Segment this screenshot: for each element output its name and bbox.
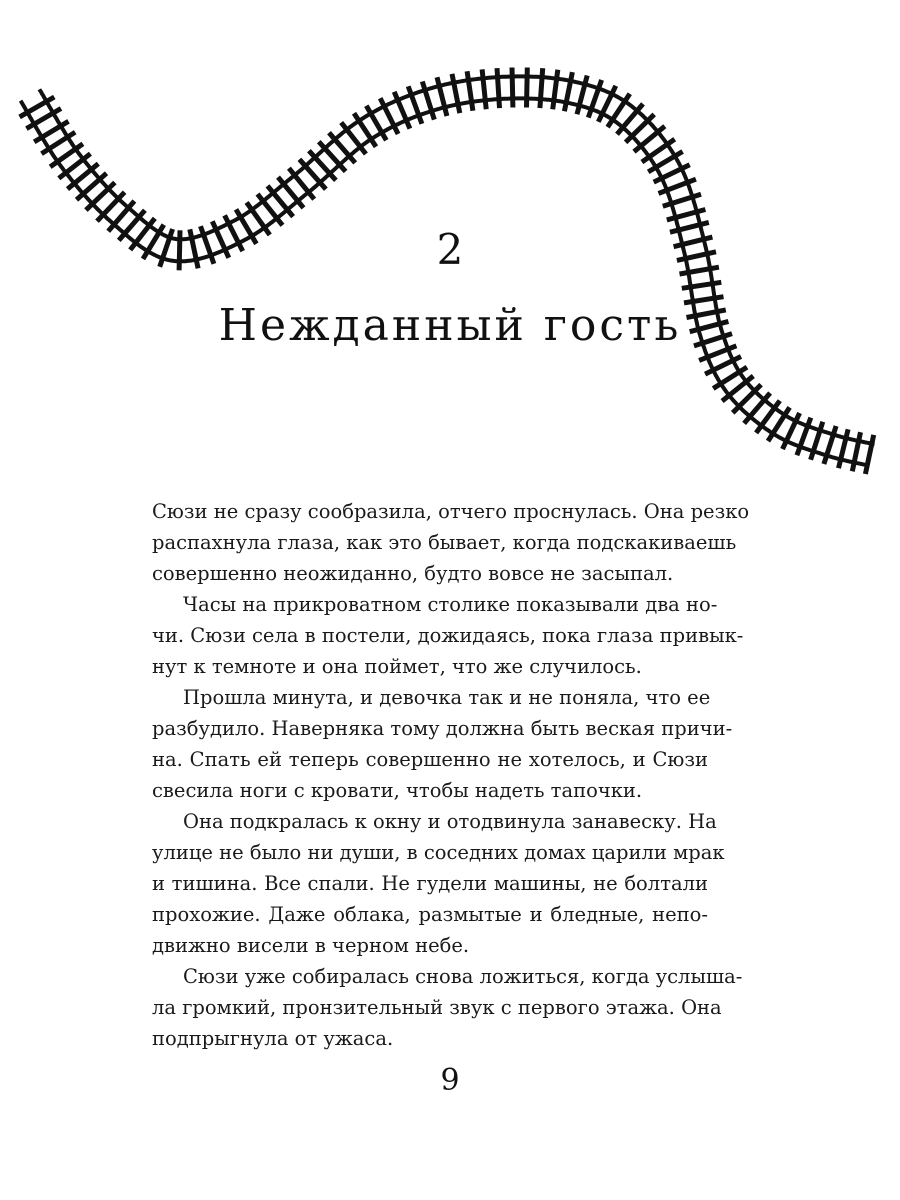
text-line: Прошла минута, и девочка так и не поняла, что ее: [183, 686, 711, 709]
paragraph-4: [152, 806, 725, 961]
text-line: Сюзи не сразу сообразила, отчего проснулась. Она резко: [152, 500, 750, 523]
text-line: прохожие. Даже облака, размытые и бледные, непо-: [152, 903, 708, 926]
railway-tie: [497, 68, 500, 108]
paragraph-5: [152, 961, 743, 1054]
chapter-number: 2: [436, 225, 464, 274]
railway-tie: [482, 69, 486, 109]
text-line: распахнула глаза, как это бывает, когда подскакиваешь: [152, 531, 737, 554]
railway-rail-outer: [21, 98, 870, 465]
text-line: нут к темноте и она поймет, что же случилось.: [152, 655, 642, 678]
railway-tie: [682, 282, 722, 288]
paragraph-1: [152, 496, 750, 589]
chapter-body-text: [152, 496, 750, 1054]
railway-tie: [467, 71, 473, 111]
paragraph-2: [152, 589, 744, 682]
text-line: Она подкралась к окну и отодвинула занавеску. На: [183, 810, 717, 833]
chapter-title: Нежданный гость: [218, 300, 682, 351]
text-line: ла громкий, пронзительный звук с первого этажа. Она: [152, 996, 722, 1019]
railway-tie: [512, 68, 513, 108]
text-line: Сюзи уже собиралась снова ложиться, когда услыша-: [183, 965, 743, 988]
text-line: движно висели в черном небе.: [152, 934, 470, 957]
text-line: Часы на прикроватном столике показывали два но-: [183, 593, 718, 616]
railway-tie: [553, 70, 558, 110]
text-line: на. Спать ей теперь совершенно не хотелось, и Сюзи: [152, 748, 708, 771]
text-line: совершенно неожиданно, будто вовсе не засыпал.: [152, 562, 674, 585]
railway-tie: [540, 68, 543, 108]
text-line: подпрыгнула от ужаса.: [152, 1027, 394, 1050]
text-line: свесила ноги с кровати, чтобы надеть тапочки.: [152, 779, 643, 802]
text-line: и тишина. Все спали. Не гудели машины, не болтали: [152, 872, 708, 895]
paragraph-3: [152, 682, 733, 806]
page-number: 9: [440, 1063, 460, 1098]
text-line: разбудило. Наверняка тому должна быть веская причи-: [152, 717, 733, 740]
text-line: улице не было ни души, в соседних домах царили мрак: [152, 841, 725, 864]
text-line: чи. Сюзи села в постели, дожидаясь, пока глаза привык-: [152, 624, 744, 647]
railway-tie: [527, 68, 528, 108]
